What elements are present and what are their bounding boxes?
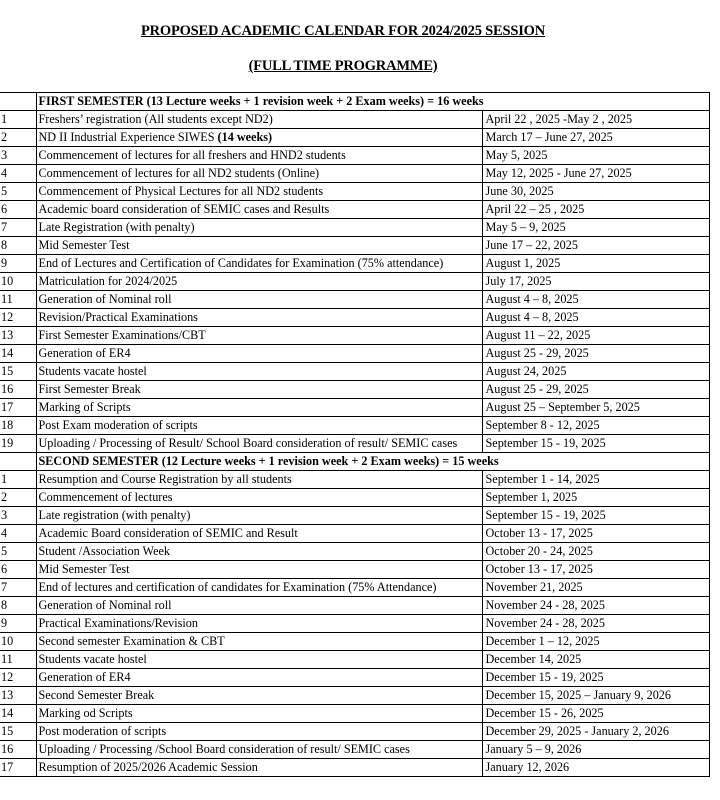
activity-text: First Semester Break — [38, 382, 141, 396]
row-number: 16 — [0, 381, 36, 399]
table-row — [0, 129, 709, 147]
table-row — [0, 309, 709, 327]
date-cell: August 1, 2025 — [482, 255, 709, 273]
row-number: 13 — [0, 327, 36, 345]
activity-cell — [36, 165, 482, 183]
date-cell: October 13 - 17, 2025 — [482, 561, 709, 579]
table-row — [0, 237, 709, 255]
date-cell: August 11 – 22, 2025 — [482, 327, 709, 345]
first-semester-header-row — [0, 93, 709, 111]
activity-cell — [36, 597, 482, 615]
activity-text: Generation of Nominal roll — [38, 598, 172, 612]
document-subtitle: (FULL TIME PROGRAMME) — [248, 58, 438, 74]
row-number: 2 — [0, 129, 36, 147]
date-cell: June 30, 2025 — [482, 183, 709, 201]
row-number: 4 — [0, 165, 36, 183]
table-row — [0, 363, 709, 381]
row-number: 10 — [0, 633, 36, 651]
activity-cell — [36, 417, 482, 435]
activity-text: Generation of Nominal roll — [38, 292, 172, 306]
table-row — [0, 507, 709, 525]
activity-text: Late registration (with penalty) — [38, 508, 191, 522]
activity-cell — [36, 669, 482, 687]
date-cell: August 4 – 8, 2025 — [482, 309, 709, 327]
activity-cell — [36, 615, 482, 633]
activity-text: First Semester Examinations/CBT — [38, 328, 206, 342]
row-number: 5 — [0, 543, 36, 561]
activity-text: Commencement of lectures — [38, 490, 173, 504]
activity-cell — [36, 237, 482, 255]
activity-text: Academic Board consideration of SEMIC and Result — [38, 526, 298, 540]
activity-text: Matriculation for 2024/2025 — [38, 274, 178, 288]
row-number: 18 — [0, 417, 36, 435]
activity-text: Uploading / Processing /School Board consideration of result/ SEMIC cases — [38, 742, 410, 756]
activity-cell — [36, 111, 482, 129]
table-row — [0, 435, 709, 453]
date-cell: September 1 - 14, 2025 — [482, 471, 709, 489]
date-cell: December 15 - 19, 2025 — [482, 669, 709, 687]
table-row — [0, 201, 709, 219]
table-row — [0, 489, 709, 507]
table-row — [0, 615, 709, 633]
date-cell: June 17 – 22, 2025 — [482, 237, 709, 255]
date-cell: October 20 - 24, 2025 — [482, 543, 709, 561]
activity-cell — [36, 489, 482, 507]
activity-cell — [36, 561, 482, 579]
activity-cell — [36, 399, 482, 417]
row-number: 9 — [0, 615, 36, 633]
table-row — [0, 543, 709, 561]
date-cell: May 5 – 9, 2025 — [482, 219, 709, 237]
date-cell: December 14, 2025 — [482, 651, 709, 669]
row-number: 3 — [0, 507, 36, 525]
table-row — [0, 165, 709, 183]
activity-cell — [36, 687, 482, 705]
activity-text: Resumption of 2025/2026 Academic Session — [38, 760, 258, 774]
date-cell: September 8 - 12, 2025 — [482, 417, 709, 435]
date-cell: August 25 - 29, 2025 — [482, 345, 709, 363]
activity-cell — [36, 741, 482, 759]
activity-cell — [36, 291, 482, 309]
row-number: 6 — [0, 201, 36, 219]
table-row — [0, 597, 709, 615]
activity-cell — [36, 471, 482, 489]
table-row — [0, 723, 709, 741]
date-cell: November 24 - 28, 2025 — [482, 597, 709, 615]
activity-cell — [36, 525, 482, 543]
first-semester-header: FIRST SEMESTER (13 Lecture weeks + 1 revision week + 2 Exam weeks) = 16 weeks — [36, 93, 709, 111]
date-cell: March 17 – June 27, 2025 — [482, 129, 709, 147]
row-number: 6 — [0, 561, 36, 579]
date-cell: May 12, 2025 - June 27, 2025 — [482, 165, 709, 183]
date-cell: August 4 – 8, 2025 — [482, 291, 709, 309]
activity-text: Revision/Practical Examinations — [38, 310, 198, 324]
date-cell: January 5 – 9, 2026 — [482, 741, 709, 759]
activity-cell — [36, 327, 482, 345]
row-number: 12 — [0, 669, 36, 687]
date-cell: September 15 - 19, 2025 — [482, 507, 709, 525]
table-row — [0, 255, 709, 273]
date-cell: September 1, 2025 — [482, 489, 709, 507]
activity-cell — [36, 435, 482, 453]
document-title: PROPOSED ACADEMIC CALENDAR FOR 2024/2025 SESSION — [140, 23, 546, 39]
activity-cell — [36, 273, 482, 291]
row-number: 16 — [0, 741, 36, 759]
table-row — [0, 651, 709, 669]
activity-text: Second semester Examination & CBT — [38, 634, 225, 648]
calendar-table-body — [0, 93, 709, 777]
row-number: 4 — [0, 525, 36, 543]
date-cell: August 24, 2025 — [482, 363, 709, 381]
table-row — [0, 741, 709, 759]
activity-text: Second Semester Break — [38, 688, 155, 702]
row-number: 2 — [0, 489, 36, 507]
calendar-table — [0, 92, 710, 777]
table-row — [0, 183, 709, 201]
row-number: 5 — [0, 183, 36, 201]
row-number: 11 — [0, 651, 36, 669]
row-number: 14 — [0, 705, 36, 723]
row-number: 12 — [0, 309, 36, 327]
table-row — [0, 687, 709, 705]
table-row — [0, 417, 709, 435]
table-row — [0, 759, 709, 777]
table-row — [0, 471, 709, 489]
activity-text: Resumption and Course Registration by all students — [38, 472, 292, 486]
activity-text: Freshers’ registration (All students except ND2) — [38, 112, 273, 126]
table-row — [0, 291, 709, 309]
row-number: 11 — [0, 291, 36, 309]
date-cell: April 22 – 25 , 2025 — [482, 201, 709, 219]
activity-cell — [36, 507, 482, 525]
second-semester-header-row — [0, 453, 709, 471]
table-row — [0, 219, 709, 237]
activity-cell — [36, 129, 482, 147]
activity-text: End of lectures and certification of candidates for Examination (75% Attendance) — [38, 580, 437, 594]
row-number: 17 — [0, 399, 36, 417]
table-row — [0, 561, 709, 579]
activity-cell — [36, 345, 482, 363]
activity-text: ND II Industrial Experience SIWES — [38, 130, 215, 144]
row-number: 8 — [0, 237, 36, 255]
table-row — [0, 525, 709, 543]
date-cell: September 15 - 19, 2025 — [482, 435, 709, 453]
activity-text: Uploading / Processing of Result/ School Board consideration of result/ SEMIC cases — [38, 436, 458, 450]
table-row — [0, 147, 709, 165]
activity-text: Student /Association Week — [38, 544, 170, 558]
row-number-cell — [0, 453, 36, 471]
row-number: 15 — [0, 363, 36, 381]
date-cell: December 15, 2025 – January 9, 2026 — [482, 687, 709, 705]
row-number: 7 — [0, 579, 36, 597]
date-cell: December 29, 2025 - January 2, 2026 — [482, 723, 709, 741]
date-cell: December 15 - 26, 2025 — [482, 705, 709, 723]
table-row — [0, 669, 709, 687]
row-number: 10 — [0, 273, 36, 291]
date-cell: November 24 - 28, 2025 — [482, 615, 709, 633]
row-number: 7 — [0, 219, 36, 237]
activity-text: Marking of Scripts — [38, 400, 131, 414]
activity-cell — [36, 201, 482, 219]
activity-text: Commencement of Physical Lectures for all ND2 students — [38, 184, 324, 198]
activity-cell — [36, 183, 482, 201]
activity-cell — [36, 363, 482, 381]
table-row — [0, 399, 709, 417]
activity-cell — [36, 543, 482, 561]
activity-text: Post moderation of scripts — [38, 724, 167, 738]
date-cell: July 17, 2025 — [482, 273, 709, 291]
activity-text: Academic board consideration of SEMIC cases and Results — [38, 202, 330, 216]
row-number: 3 — [0, 147, 36, 165]
activity-text: Late Registration (with penalty) — [38, 220, 195, 234]
table-row — [0, 579, 709, 597]
activity-text: End of Lectures and Certification of Candidates for Examination (75% attendance) — [38, 256, 444, 270]
row-number: 1 — [0, 111, 36, 129]
table-row — [0, 633, 709, 651]
activity-cell — [36, 381, 482, 399]
activity-text: Commencement of lectures for all ND2 students (Online) — [38, 166, 320, 180]
activity-cell — [36, 759, 482, 777]
activity-cell — [36, 651, 482, 669]
row-number: 15 — [0, 723, 36, 741]
activity-cell — [36, 705, 482, 723]
table-row — [0, 327, 709, 345]
activity-text: Practical Examinations/Revision — [38, 616, 198, 630]
table-row — [0, 273, 709, 291]
activity-text: Commencement of lectures for all freshers and HND2 students — [38, 148, 346, 162]
second-semester-header: SECOND SEMESTER (12 Lecture weeks + 1 revision week + 2 Exam weeks) = 15 weeks — [36, 453, 709, 471]
activity-text: Post Exam moderation of scripts — [38, 418, 198, 432]
row-number: 17 — [0, 759, 36, 777]
activity-text: Students vacate hostel — [38, 652, 147, 666]
activity-cell — [36, 219, 482, 237]
activity-text: Students vacate hostel — [38, 364, 147, 378]
activity-cell — [36, 633, 482, 651]
date-cell: May 5, 2025 — [482, 147, 709, 165]
table-row — [0, 345, 709, 363]
activity-cell — [36, 579, 482, 597]
activity-text: Mid Semester Test — [38, 562, 130, 576]
activity-cell — [36, 147, 482, 165]
date-cell: December 1 – 12, 2025 — [482, 633, 709, 651]
date-cell: August 25 – September 5, 2025 — [482, 399, 709, 417]
row-number-cell — [0, 93, 36, 111]
table-row — [0, 705, 709, 723]
row-number: 14 — [0, 345, 36, 363]
activity-text: Mid Semester Test — [38, 238, 130, 252]
date-cell: November 21, 2025 — [482, 579, 709, 597]
date-cell: April 22 , 2025 -May 2 , 2025 — [482, 111, 709, 129]
activity-cell — [36, 255, 482, 273]
row-number: 9 — [0, 255, 36, 273]
activity-text: Marking od Scripts — [38, 706, 133, 720]
row-number: 8 — [0, 597, 36, 615]
table-row — [0, 381, 709, 399]
row-number: 1 — [0, 471, 36, 489]
activity-cell — [36, 309, 482, 327]
activity-text: Generation of ER4 — [38, 670, 131, 684]
date-cell: October 13 - 17, 2025 — [482, 525, 709, 543]
activity-text: Generation of ER4 — [38, 346, 131, 360]
row-number: 19 — [0, 435, 36, 453]
table-row — [0, 111, 709, 129]
date-cell: January 12, 2026 — [482, 759, 709, 777]
activity-duration: (14 weeks) — [214, 130, 273, 144]
date-cell: August 25 - 29, 2025 — [482, 381, 709, 399]
row-number: 13 — [0, 687, 36, 705]
activity-cell — [36, 723, 482, 741]
